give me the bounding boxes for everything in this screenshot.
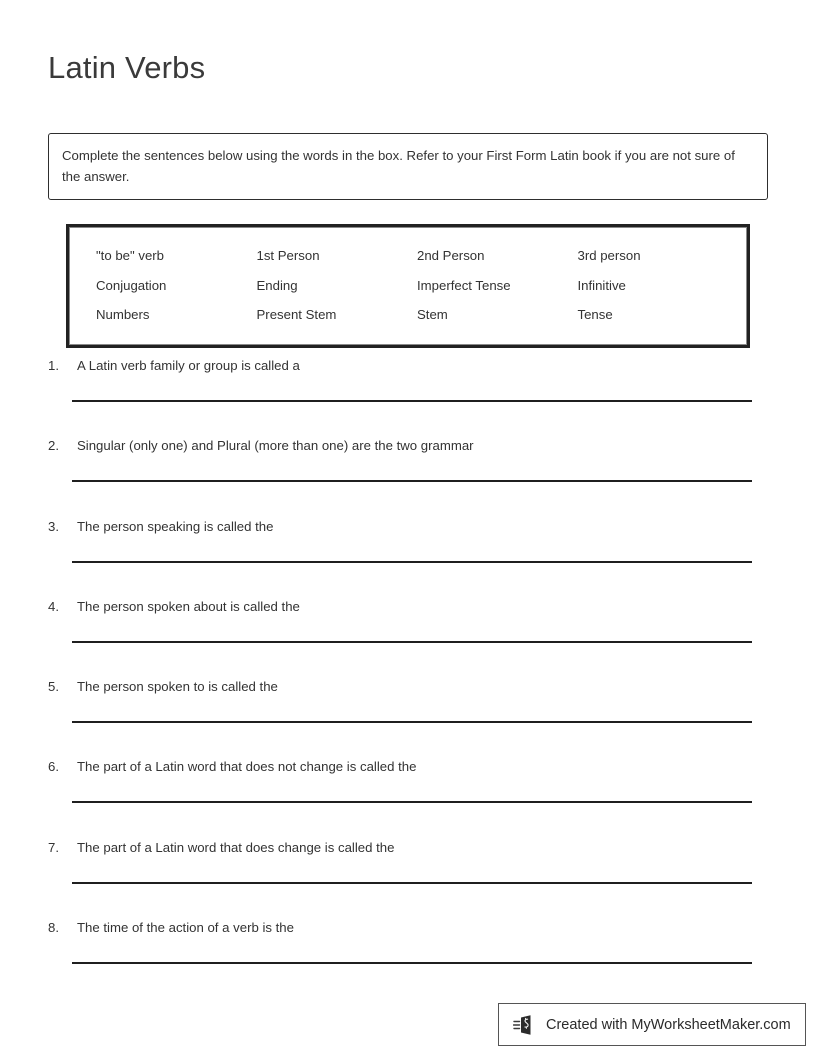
question-text: The time of the action of a verb is the (77, 920, 294, 936)
question-row (48, 517, 768, 536)
question-text: The person spoken about is called the (77, 598, 300, 614)
word-bank-word[interactable]: Conjugation (96, 277, 167, 293)
question-number: 1. (48, 358, 59, 373)
question-item (0, 513, 816, 593)
answer-blank-line[interactable] (72, 641, 752, 643)
word-bank-inner (69, 227, 747, 345)
word-bank-word[interactable]: Imperfect Tense (417, 277, 511, 293)
word-bank (66, 224, 750, 348)
word-bank-word[interactable]: Stem (417, 307, 448, 322)
instructions-text: Complete the sentences below using the words in the box. Refer to your First Form Latin book if you are not sure of the answer. (62, 148, 735, 184)
question-row (48, 436, 768, 455)
question-text: The person speaking is called the (77, 518, 274, 534)
question-number: 2. (48, 438, 59, 454)
question-list (0, 352, 816, 994)
question-number: 3. (48, 518, 59, 534)
word-bank-word[interactable]: 2nd Person (417, 248, 485, 263)
question-number: 6. (48, 759, 59, 775)
answer-blank-line[interactable] (72, 561, 752, 563)
question-text: The part of a Latin word that does change is called the (77, 839, 395, 855)
answer-blank-line[interactable] (72, 480, 752, 482)
question-row (48, 918, 768, 937)
question-text: Singular (only one) and Plural (more than one) are the two grammar (77, 438, 474, 454)
question-row (48, 677, 768, 696)
instructions-box (48, 133, 768, 200)
footer-attribution-text: Created with MyWorksheetMaker.com (546, 1016, 791, 1033)
word-bank-word[interactable]: 1st Person (256, 248, 320, 263)
question-text: The person spoken to is called the (77, 679, 278, 695)
question-number: 8. (48, 920, 59, 936)
question-item (0, 673, 816, 753)
question-item (0, 352, 816, 432)
question-number: 4. (48, 598, 59, 614)
question-row (48, 757, 768, 776)
question-row (48, 838, 768, 857)
footer-attribution-badge[interactable] (498, 1003, 806, 1046)
question-number: 7. (48, 839, 59, 855)
question-item (0, 593, 816, 673)
word-bank-word[interactable]: "to be" verb (96, 248, 165, 263)
word-bank-word[interactable]: Numbers (96, 307, 150, 322)
word-bank-grid (70, 241, 746, 330)
answer-blank-line[interactable] (72, 400, 752, 402)
question-item (0, 753, 816, 833)
page-title: Latin Verbs (48, 50, 206, 85)
question-row (48, 356, 768, 375)
question-item (0, 834, 816, 914)
word-bank-word[interactable]: Present Stem (256, 307, 337, 322)
answer-blank-line[interactable] (72, 801, 752, 803)
word-bank-word[interactable]: Ending (256, 277, 298, 293)
question-text: The part of a Latin word that does not change is called the (77, 759, 417, 775)
word-bank-word[interactable]: 3rd person (577, 248, 641, 263)
answer-blank-line[interactable] (72, 962, 752, 964)
question-item (0, 432, 816, 512)
question-number: 5. (48, 679, 59, 695)
answer-blank-line[interactable] (72, 882, 752, 884)
word-bank-word[interactable]: Infinitive (577, 277, 626, 293)
answer-blank-line[interactable] (72, 721, 752, 723)
question-item (0, 914, 816, 994)
word-bank-word[interactable]: Tense (577, 307, 613, 322)
question-row (48, 597, 768, 616)
question-text: A Latin verb family or group is called a (77, 358, 300, 373)
worksheet-maker-logo-icon (513, 1013, 537, 1037)
